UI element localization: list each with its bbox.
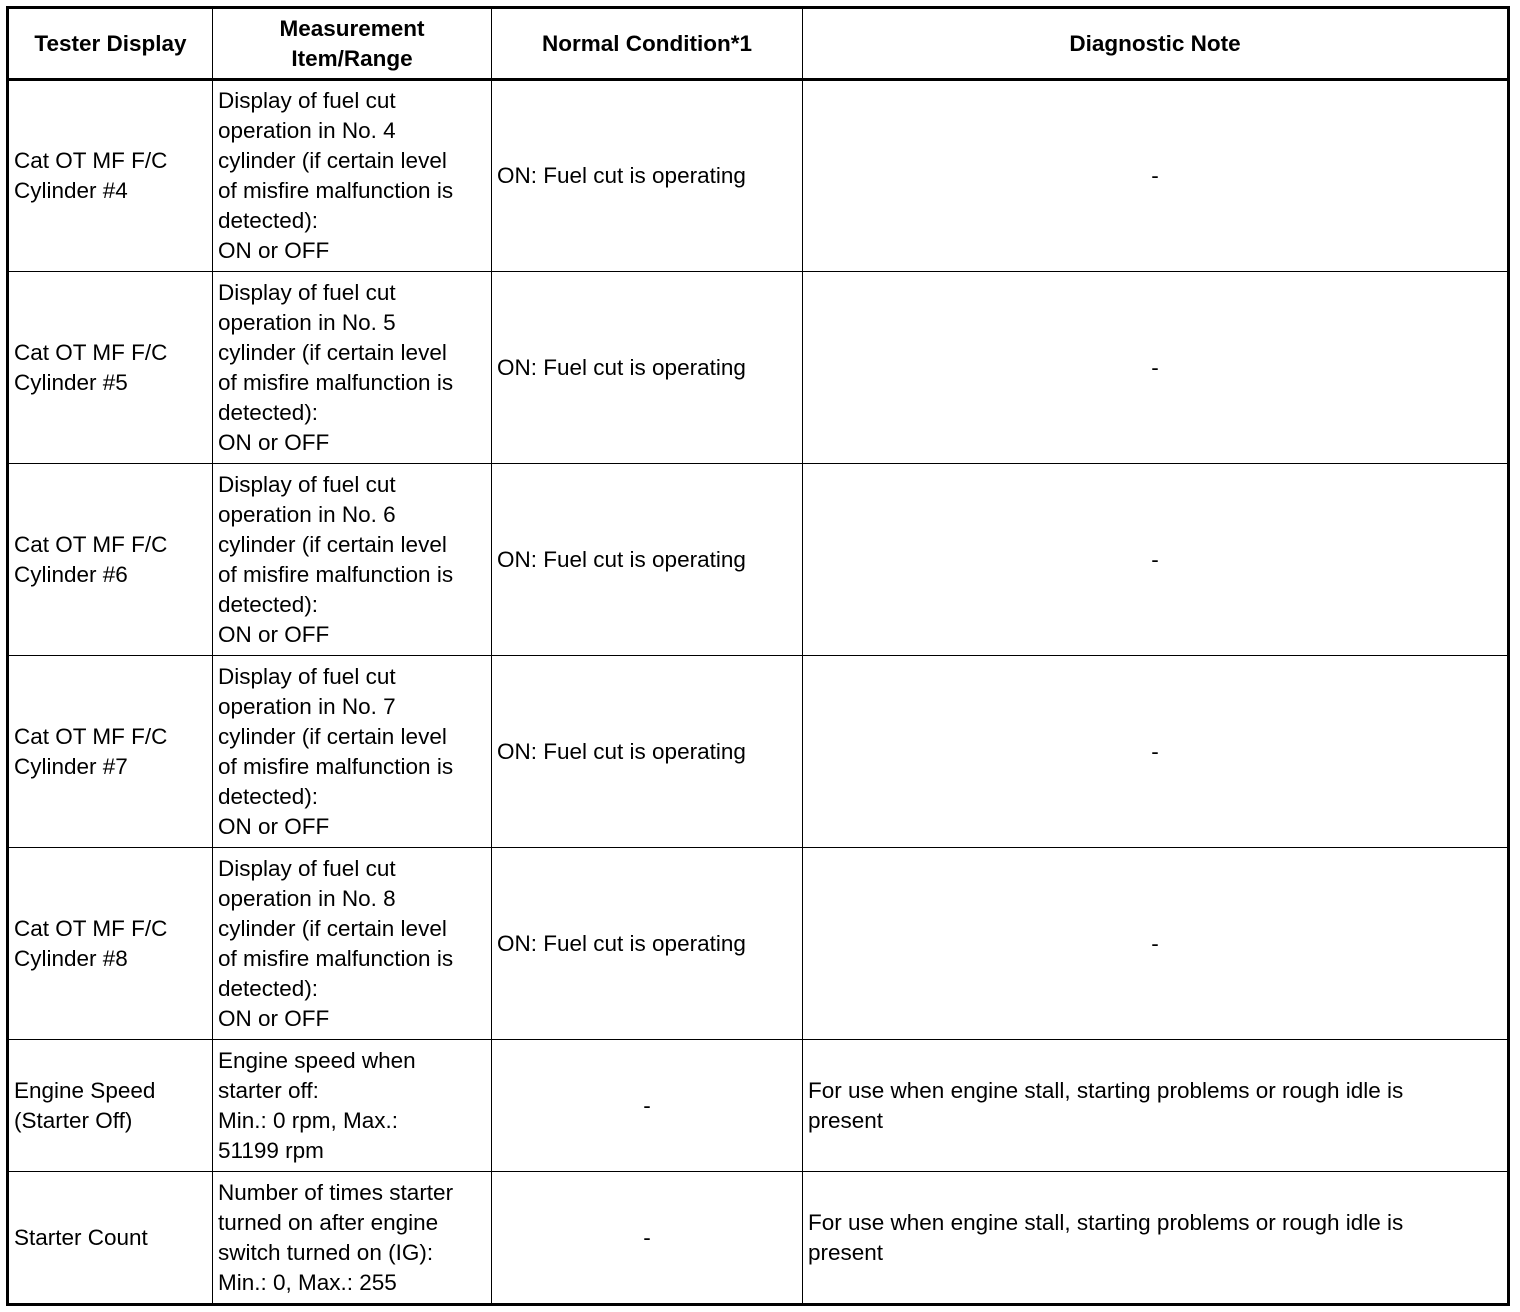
tester-display-cell: Starter Count <box>8 1172 213 1305</box>
table-row <box>8 1040 1509 1172</box>
normal-condition-cell: ON: Fuel cut is operating <box>492 656 803 848</box>
table-row <box>8 272 1509 464</box>
header-normal-condition: Normal Condition*1 <box>492 8 803 80</box>
normal-condition-cell: - <box>492 1040 803 1172</box>
normal-condition-cell: ON: Fuel cut is operating <box>492 80 803 272</box>
measurement-cell: Display of fuel cut operation in No. 4 cylinder (if certain level of misfire malfunction is detected): ON or OFF <box>213 80 492 272</box>
measurement-cell: Display of fuel cut operation in No. 7 cylinder (if certain level of misfire malfunction is detected): ON or OFF <box>213 656 492 848</box>
diagnostic-note-cell: - <box>803 848 1509 1040</box>
diagnostic-note-cell: For use when engine stall, starting problems or rough idle is present <box>803 1172 1509 1305</box>
table-row <box>8 464 1509 656</box>
measurement-cell: Number of times starter turned on after engine switch turned on (IG): Min.: 0, Max.: 255 <box>213 1172 492 1305</box>
normal-condition-cell: - <box>492 1172 803 1305</box>
header-row <box>8 8 1509 80</box>
table-row <box>8 656 1509 848</box>
table-row <box>8 848 1509 1040</box>
normal-condition-cell: ON: Fuel cut is operating <box>492 848 803 1040</box>
tester-display-cell: Cat OT MF F/C Cylinder #4 <box>8 80 213 272</box>
measurement-cell: Engine speed when starter off: Min.: 0 rpm, Max.: 51199 rpm <box>213 1040 492 1172</box>
diagnostic-note-cell: - <box>803 80 1509 272</box>
diagnostic-note-cell: - <box>803 464 1509 656</box>
normal-condition-cell: ON: Fuel cut is operating <box>492 272 803 464</box>
diagnostic-data-table <box>6 6 1510 1306</box>
measurement-cell: Display of fuel cut operation in No. 5 cylinder (if certain level of misfire malfunction is detected): ON or OFF <box>213 272 492 464</box>
diagnostic-note-cell: - <box>803 656 1509 848</box>
measurement-cell: Display of fuel cut operation in No. 6 cylinder (if certain level of misfire malfunction is detected): ON or OFF <box>213 464 492 656</box>
header-measurement-item-range: Measurement Item/Range <box>213 8 492 80</box>
tester-display-cell: Cat OT MF F/C Cylinder #7 <box>8 656 213 848</box>
tester-display-cell: Cat OT MF F/C Cylinder #6 <box>8 464 213 656</box>
tester-display-cell: Cat OT MF F/C Cylinder #8 <box>8 848 213 1040</box>
header-diagnostic-note: Diagnostic Note <box>803 8 1509 80</box>
table-row <box>8 80 1509 272</box>
measurement-cell: Display of fuel cut operation in No. 8 cylinder (if certain level of misfire malfunction is detected): ON or OFF <box>213 848 492 1040</box>
table-row <box>8 1172 1509 1305</box>
tester-display-cell: Engine Speed (Starter Off) <box>8 1040 213 1172</box>
normal-condition-cell: ON: Fuel cut is operating <box>492 464 803 656</box>
diagnostic-note-cell: - <box>803 272 1509 464</box>
tester-display-cell: Cat OT MF F/C Cylinder #5 <box>8 272 213 464</box>
diagnostic-note-cell: For use when engine stall, starting problems or rough idle is present <box>803 1040 1509 1172</box>
header-tester-display: Tester Display <box>8 8 213 80</box>
